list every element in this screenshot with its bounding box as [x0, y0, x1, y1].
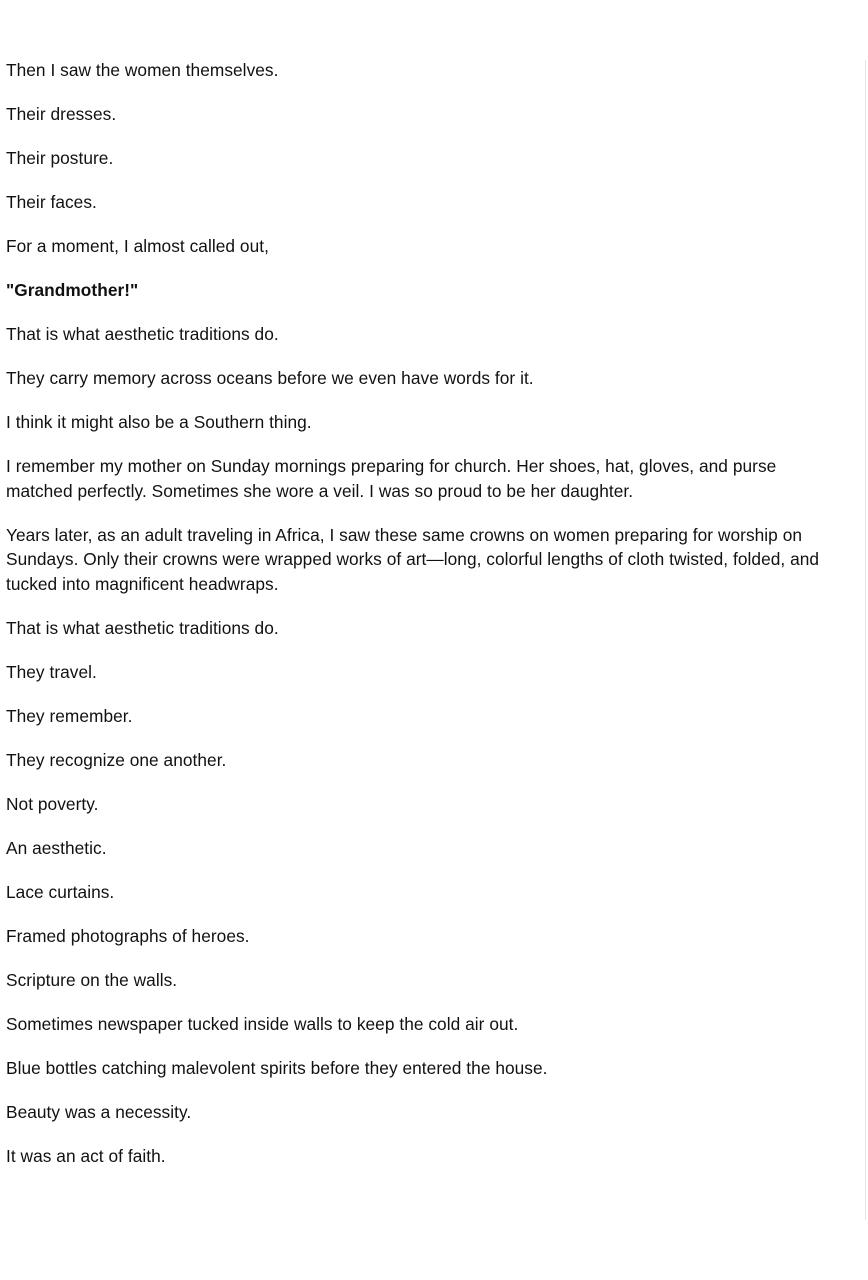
- paragraph: Framed photographs of heroes.: [6, 925, 250, 946]
- paragraph: They travel.: [6, 661, 97, 682]
- paragraph: Sometimes newspaper tucked inside walls to keep the cold air out.: [6, 1013, 519, 1034]
- paragraph: Then I saw the women themselves.: [6, 60, 279, 80]
- paragraph: For a moment, I almost called out,: [6, 236, 269, 256]
- document-body: [6, 58, 846, 1188]
- paragraph: Lace curtains.: [6, 881, 115, 902]
- page-edge-divider: [865, 60, 866, 1220]
- paragraph: An aesthetic.: [6, 837, 107, 858]
- paragraph: I think it might also be a Southern thing.: [6, 412, 312, 432]
- paragraph: They recognize one another.: [6, 749, 227, 770]
- paragraph: Not poverty.: [6, 793, 99, 814]
- paragraph: I remember my mother on Sunday mornings preparing for church. Her shoes, hat, gloves, and purse matched perfectly. Sometimes she wore a veil. I was so proud to be her daughter.: [6, 456, 777, 501]
- paragraph: Scripture on the walls.: [6, 969, 178, 990]
- paragraph: Blue bottles catching malevolent spirits before they entered the house.: [6, 1057, 548, 1078]
- paragraph: Years later, as an adult traveling in Africa, I saw these same crowns on women preparing for worship on Sundays. Only their crowns were wrapped works of art—long, colorful lengths of cloth twisted, folded, and tucked into magnificent headwraps.: [6, 524, 820, 594]
- emphasis-paragraph: "Grandmother!": [6, 280, 139, 300]
- paragraph: It was an act of faith.: [6, 1145, 166, 1166]
- paragraph: They remember.: [6, 705, 133, 726]
- paragraph: That is what aesthetic traditions do.: [6, 324, 279, 344]
- paragraph: Their dresses.: [6, 104, 117, 124]
- paragraph: That is what aesthetic traditions do.: [6, 617, 279, 638]
- paragraph: Their faces.: [6, 192, 97, 212]
- paragraph: Their posture.: [6, 148, 114, 168]
- paragraph: Beauty was a necessity.: [6, 1101, 192, 1122]
- paragraph: They carry memory across oceans before we even have words for it.: [6, 368, 534, 388]
